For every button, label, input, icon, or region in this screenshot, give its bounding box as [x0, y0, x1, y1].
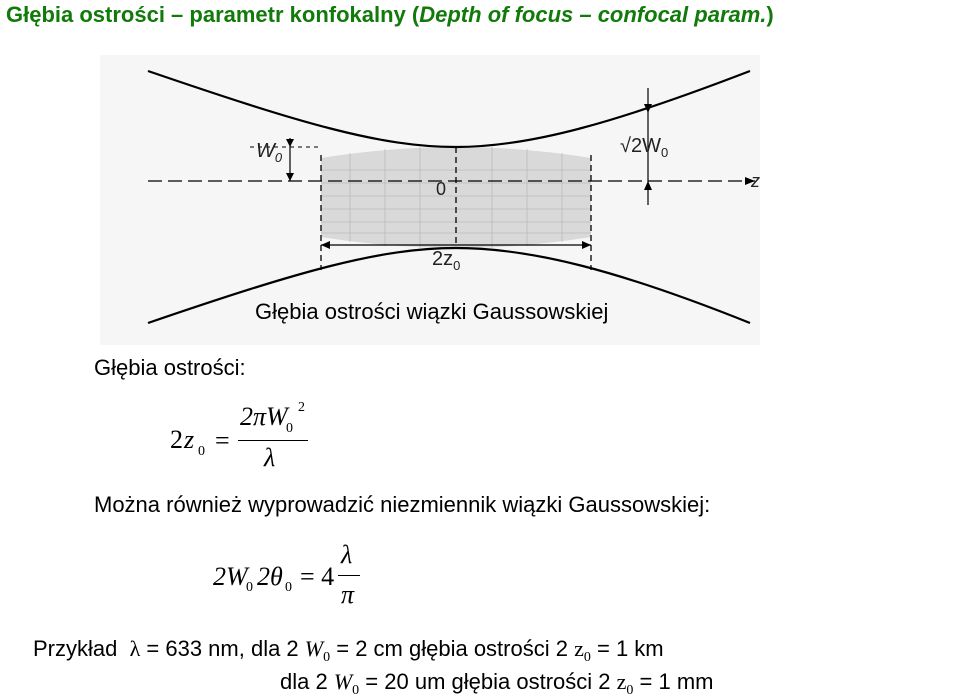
formula1-num-sup: 2: [298, 400, 305, 415]
formula1-fraction-bar: [238, 440, 308, 441]
example1-z-sub: 0: [583, 650, 591, 665]
depth-of-focus-label: Głębia ostrości:: [94, 355, 246, 380]
formula1-num-sub: 0: [286, 421, 293, 436]
formula2-numerator: λ: [341, 540, 353, 569]
sqrt2w0-label: $√2W_0$: [620, 135, 669, 160]
formula2-a: 2W: [213, 562, 248, 591]
example2-t3: = 1 mm: [639, 669, 714, 694]
formula1-denominator: λ: [264, 443, 276, 472]
example-line-2: [280, 669, 714, 698]
formula1-numerator: 2πW: [240, 402, 288, 431]
two-z0-label: $2z_0$: [432, 248, 461, 273]
example1-w: W: [304, 636, 324, 661]
example2-t1: dla 2: [280, 669, 328, 694]
formula2-b-sub: 0: [285, 580, 292, 595]
example1-lambda: λ: [129, 636, 141, 661]
example2-t2: = 20 um głębia ostrości 2: [365, 669, 611, 694]
formula2-denominator: π: [341, 580, 355, 609]
formula2-fraction-bar: [338, 575, 360, 576]
title-close: ): [766, 2, 774, 27]
formula1-lhs-var: z: [184, 425, 195, 454]
formula2-equals: = 4: [300, 562, 335, 591]
figure-caption: Głębia ostrości wiązki Gaussowskiej: [255, 299, 609, 324]
invariant-text: Można również wyprowadzić niezmiennik wiązki Gaussowskiej:: [94, 492, 711, 517]
example2-z-sub: 0: [626, 683, 634, 698]
example1-w-sub: 0: [323, 650, 331, 665]
w0-label: $W_0$: [256, 140, 283, 165]
example1-t2: = 633 nm, dla 2: [146, 636, 299, 661]
formula1-lhs-coef: 2: [170, 425, 183, 454]
example2-z: z: [616, 669, 627, 694]
example1-t3: = 2 cm głębia ostrości 2: [336, 636, 568, 661]
example1-z: z: [574, 636, 584, 661]
formula2-b: 2θ: [257, 562, 283, 591]
origin-label: 0: [436, 179, 447, 199]
formula1-lhs-sub: 0: [198, 444, 205, 459]
example2-w-sub: 0: [352, 683, 360, 698]
z-axis-label: z: [751, 171, 760, 191]
page-title: [6, 2, 774, 28]
example1-t4: = 1 km: [597, 636, 664, 661]
example-line-1: [33, 636, 664, 665]
example1-t1: Przykład: [33, 636, 118, 661]
title-italic: Depth of focus – confocal param.: [419, 2, 767, 27]
formula1-equals: =: [215, 426, 230, 455]
formula2-a-sub: 0: [246, 580, 253, 595]
example2-w: W: [333, 669, 353, 694]
title-main: Głębia ostrości – parametr konfokalny (: [6, 2, 420, 27]
